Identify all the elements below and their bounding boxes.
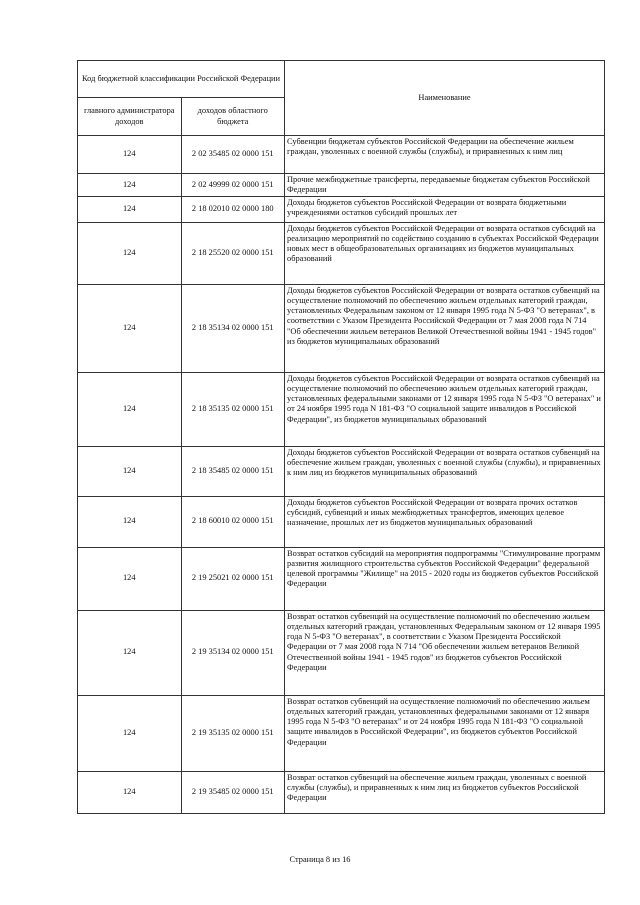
header-code-group: Код бюджетной классификации Российской Федерации <box>78 61 285 98</box>
table-row <box>78 771 605 813</box>
cell-income-code: 2 18 35135 02 0000 151 <box>181 372 285 446</box>
cell-income-code: 2 19 35135 02 0000 151 <box>181 695 285 771</box>
cell-name: Доходы бюджетов субъектов Российской Федерации от возврата прочих остатков субсидий, субвенций и иных межбюджетных трансфертов, имеющих целевое назначение, прошлых лет из бюджетов муниципальных образований <box>285 496 605 547</box>
cell-admin-code: 124 <box>78 222 182 284</box>
cell-admin-code: 124 <box>78 174 182 197</box>
cell-name: Доходы бюджетов субъектов Российской Федерации от возврата остатков субсидий на реализацию мероприятий по содействию созданию в субъектах Российской Федерации новых мест в общеобразовательных организациях из бюджетов муниципальных образований <box>285 222 605 284</box>
cell-income-code: 2 18 25520 02 0000 151 <box>181 222 285 284</box>
cell-admin-code: 124 <box>78 372 182 446</box>
cell-name: Возврат остатков субвенций на обеспечение жильем граждан, уволенных с военной службы (службы), и приравненных к ним лиц из бюджетов субъектов Российской Федерации <box>285 771 605 813</box>
cell-income-code: 2 18 35134 02 0000 151 <box>181 284 285 372</box>
cell-name: Доходы бюджетов субъектов Российской Федерации от возврата остатков субвенций на осуществление полномочий по обеспечению жильем отдельных категорий граждан, установленных Федеральным законом от 12 января 1995 года N 5-ФЗ "О ветеранах", в соответствии с Указом Президента Российской Федерации от 7 мая 2008 года N 714 "Об обеспечении жильем ветеранов Великой Отечественной войны 1941 - 1945 годов" из бюджетов муниципальных образований <box>285 284 605 372</box>
cell-admin-code: 124 <box>78 610 182 695</box>
cell-admin-code: 124 <box>78 196 182 222</box>
cell-income-code: 2 02 35485 02 0000 151 <box>181 136 285 174</box>
cell-name: Возврат остатков субвенций на осуществление полномочий по обеспечению жильем отдельных категорий граждан, установленных федеральными законами от 12 января 1995 года N 5-ФЗ "О ветеранах" и от 24 ноября 1995 года N 181-ФЗ "О социальной защите инвалидов в Российской Федерации", из бюджетов субъектов Российской Федерации <box>285 695 605 771</box>
table-row <box>78 196 605 222</box>
cell-admin-code: 124 <box>78 771 182 813</box>
cell-income-code: 2 18 60010 02 0000 151 <box>181 496 285 547</box>
table-row <box>78 446 605 496</box>
table-row <box>78 547 605 610</box>
cell-name: Доходы бюджетов субъектов Российской Федерации от возврата остатков субвенций на обеспечение жильем граждан, уволенных с военной службы (службы), и приравненных к ним лиц из бюджетов муниципальных образований <box>285 446 605 496</box>
table-row <box>78 610 605 695</box>
cell-name: Доходы бюджетов субъектов Российской Федерации от возврата бюджетными учреждениями остатков субсидий прошлых лет <box>285 196 605 222</box>
cell-name: Прочие межбюджетные трансферты, передаваемые бюджетам субъектов Российской Федерации <box>285 174 605 197</box>
header-income: доходов областного бюджета <box>181 98 285 136</box>
cell-income-code: 2 19 35485 02 0000 151 <box>181 771 285 813</box>
cell-income-code: 2 19 25021 02 0000 151 <box>181 547 285 610</box>
page-footer: Страница 8 из 16 <box>289 855 351 864</box>
cell-admin-code: 124 <box>78 284 182 372</box>
cell-name: Субвенции бюджетам субъектов Российской Федерации на обеспечение жильем граждан, уволенных с военной службы (службы), и приравненных к ним лиц <box>285 136 605 174</box>
cell-admin-code: 124 <box>78 446 182 496</box>
table-row <box>78 695 605 771</box>
cell-admin-code: 124 <box>78 547 182 610</box>
header-admin: главного администратора доходов <box>78 98 182 136</box>
cell-name: Возврат остатков субвенций на осуществление полномочий по обеспечению жильем отдельных категорий граждан, установленных Федеральным законом от 12 января 1995 года N 5-ФЗ "О ветеранах", в соответствии с Указом Президента Российской Федерации от 7 мая 2008 года N 714 "Об обеспечении жильем ветеранов Великой Отечественной войны 1941 - 1945 годов" из бюджетов субъектов Российской Федерации <box>285 610 605 695</box>
cell-income-code: 2 18 35485 02 0000 151 <box>181 446 285 496</box>
table-row <box>78 222 605 284</box>
table-row <box>78 496 605 547</box>
cell-income-code: 2 02 49999 02 0000 151 <box>181 174 285 197</box>
header-name: Наименование <box>285 61 605 136</box>
table-row <box>78 174 605 197</box>
table-row <box>78 372 605 446</box>
table-row <box>78 136 605 174</box>
cell-income-code: 2 18 02010 02 0000 180 <box>181 196 285 222</box>
cell-admin-code: 124 <box>78 136 182 174</box>
cell-name: Доходы бюджетов субъектов Российской Федерации от возврата остатков субвенций на осуществление полномочий по обеспечению жильем отдельных категорий граждан, установленных федеральными законами от 12 января 1995 года N 5-ФЗ "О ветеранах" и от 24 ноября 1995 года N 181-ФЗ "О социальной защите инвалидов в Российской Федерации", из бюджетов муниципальных образований <box>285 372 605 446</box>
table-row <box>78 284 605 372</box>
cell-income-code: 2 19 35134 02 0000 151 <box>181 610 285 695</box>
cell-name: Возврат остатков субсидий на мероприятия подпрограммы "Стимулирование программ развития жилищного строительства субъектов Российской Федерации" федеральной целевой программы "Жилище" на 2015 - 2020 годы из бюджетов субъектов Российской Федерации <box>285 547 605 610</box>
cell-admin-code: 124 <box>78 496 182 547</box>
cell-admin-code: 124 <box>78 695 182 771</box>
budget-code-table <box>77 60 605 814</box>
